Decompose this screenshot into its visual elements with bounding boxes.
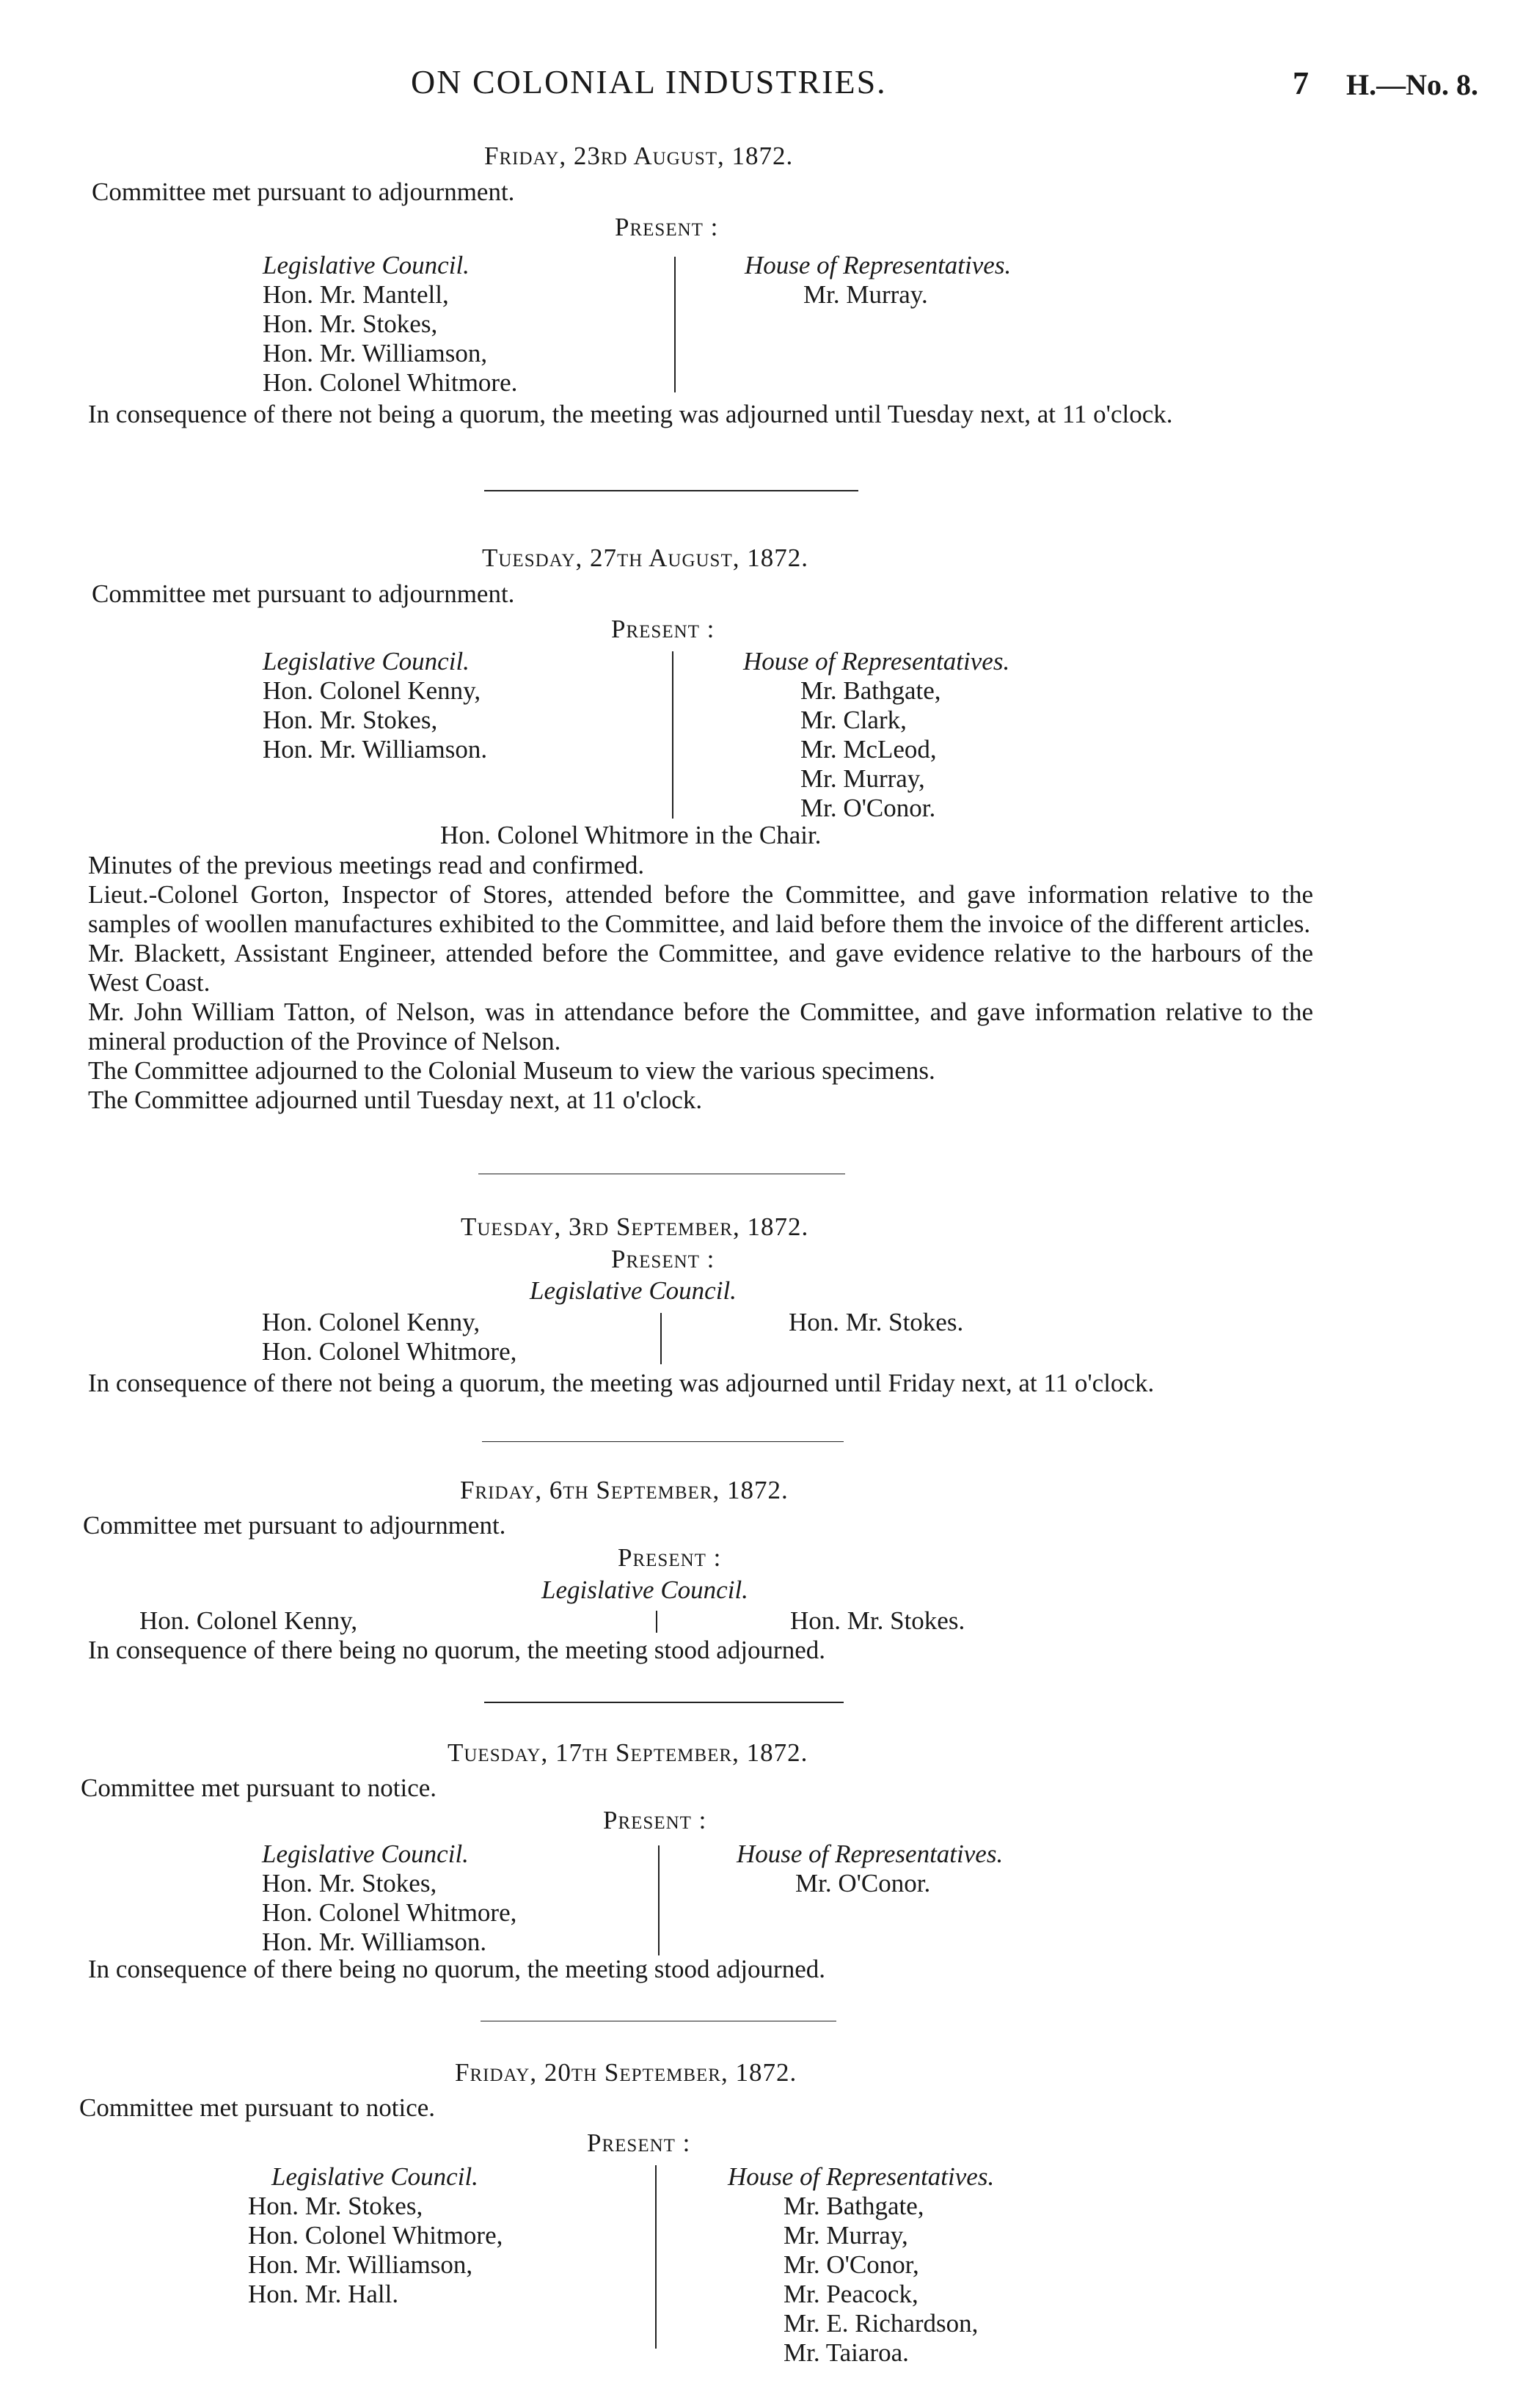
- house-members: [728, 2162, 994, 2368]
- council-members: [263, 251, 517, 398]
- document-reference: H.—No. 8.: [1346, 68, 1478, 101]
- member: Mr. Taiaroa.: [784, 2338, 909, 2367]
- present-label: Present :: [615, 213, 719, 241]
- member: Hon. Colonel Whitmore.: [263, 368, 518, 397]
- member: Mr. Bathgate,: [784, 2192, 924, 2220]
- member: Hon. Mr. Williamson.: [262, 1928, 487, 1956]
- house-heading: House of Representatives.: [728, 2162, 995, 2191]
- chair-note: Hon. Colonel Whitmore in the Chair.: [440, 821, 822, 849]
- house-members: [737, 1840, 1003, 1898]
- present-label: Present :: [587, 2129, 691, 2157]
- present-label: Present :: [603, 1806, 707, 1834]
- council-members: [248, 2162, 503, 2309]
- member: Mr. Murray,: [800, 764, 925, 793]
- meeting-date: Friday, 20th September, 1872.: [455, 2058, 797, 2087]
- council-heading: Legislative Council.: [263, 647, 470, 676]
- meeting-date: Tuesday, 17th September, 1872.: [448, 1738, 808, 1767]
- member: Hon. Mr. Williamson.: [263, 735, 488, 764]
- meeting-minutes: In consequence of there not being a quorum, the meeting was adjourned until Friday next, at 11 o'clock.: [88, 1369, 1155, 1397]
- member: Mr. O'Conor,: [784, 2250, 919, 2279]
- member: Hon. Colonel Kenny,: [139, 1606, 358, 1635]
- member: Hon. Mr. Mantell,: [263, 280, 449, 309]
- member: Hon. Mr. Stokes.: [790, 1606, 965, 1635]
- member: Mr. E. Richardson,: [784, 2309, 979, 2338]
- running-title: ON COLONIAL INDUSTRIES.: [411, 63, 887, 100]
- council-members-right: [789, 1308, 963, 1337]
- council-members-left: [139, 1606, 357, 1636]
- member: Hon. Colonel Whitmore,: [262, 1898, 517, 1927]
- present-label: Present :: [611, 615, 715, 643]
- meeting-minutes: In consequence of there being no quorum, the meeting stood adjourned.: [88, 1636, 825, 1664]
- meeting-opening: Committee met pursuant to notice.: [79, 2093, 436, 2122]
- meeting-opening: Committee met pursuant to adjournment.: [92, 579, 515, 608]
- meeting-date: Tuesday, 3rd September, 1872.: [461, 1212, 809, 1241]
- section-rule: [482, 1441, 844, 1442]
- council-heading: Legislative Council.: [263, 251, 470, 279]
- member: Mr. Bathgate,: [800, 676, 941, 705]
- section-rule: [484, 1702, 844, 1703]
- meeting-date: Friday, 23rd August, 1872.: [484, 142, 794, 170]
- page-number: 7: [1293, 65, 1309, 101]
- member: Mr. O'Conor.: [800, 794, 936, 822]
- member: Hon. Colonel Whitmore,: [262, 1337, 517, 1366]
- column-divider: [655, 2165, 657, 2349]
- member: Hon. Mr. Stokes,: [262, 1869, 437, 1898]
- meeting-opening: Committee met pursuant to adjournment.: [92, 178, 515, 206]
- column-divider: [660, 1313, 662, 1364]
- house-heading: House of Representatives.: [737, 1840, 1004, 1868]
- column-divider: [674, 257, 676, 392]
- member: Hon. Mr. Williamson,: [263, 339, 488, 367]
- column-divider: [672, 651, 673, 819]
- member: Hon. Colonel Kenny,: [263, 676, 481, 705]
- council-heading: Legislative Council.: [530, 1276, 737, 1305]
- section-rule: [484, 490, 858, 491]
- member: Hon. Mr. Williamson,: [248, 2250, 473, 2279]
- member: Mr. Murray,: [784, 2221, 908, 2250]
- member: Mr. Peacock,: [784, 2280, 918, 2308]
- meeting-minutes: In consequence of there being no quorum, the meeting stood adjourned.: [88, 1955, 825, 1983]
- meeting-minutes: Minutes of the previous meetings read and confirmed. Lieut.-Colonel Gorton, Inspector of Stores, attended before the Committee, and gave information relative to the samples of woollen manufactures exhibited to the Committee, and laid before them the invoice of the different articles. Mr. Blackett, Assistant Engineer, attended before the Committee, and gave evidence relative to the harbours of the West Coast. Mr. John William Tatton, of Nelson, was in attendance before the Committee, and gave information relative to the mineral production of the Province of Nelson. The Committee adjourned to the Colonial Museum to view the various specimens. The Committee adjourned until Tuesday next, at 11 o'clock.: [88, 851, 1313, 1114]
- meeting-opening: Committee met pursuant to notice.: [81, 1774, 437, 1802]
- member: Hon. Colonel Whitmore,: [248, 2221, 503, 2250]
- member: Mr. Clark,: [800, 706, 907, 734]
- member: Mr. McLeod,: [800, 735, 937, 764]
- council-heading: Legislative Council.: [541, 1576, 748, 1604]
- house-heading: House of Representatives.: [743, 647, 1010, 676]
- member: Hon. Mr. Stokes,: [263, 706, 438, 734]
- column-divider: [656, 1611, 657, 1633]
- house-heading: House of Representatives.: [745, 251, 1012, 279]
- meeting-opening: Committee met pursuant to adjournment.: [83, 1511, 506, 1540]
- meeting-date: Tuesday, 27th August, 1872.: [482, 544, 808, 572]
- member: Mr. O'Conor.: [795, 1869, 931, 1898]
- council-heading: Legislative Council.: [271, 2162, 478, 2191]
- council-heading: Legislative Council.: [262, 1840, 469, 1868]
- member: Hon. Mr. Stokes.: [789, 1308, 964, 1336]
- meeting-minutes: In consequence of there not being a quorum, the meeting was adjourned until Tuesday next, at 11 o'clock.: [88, 400, 1173, 428]
- member: Mr. Murray.: [803, 280, 928, 309]
- council-members-right: [790, 1606, 965, 1636]
- council-members: [262, 1840, 516, 1957]
- house-members: [743, 647, 1009, 823]
- member: Hon. Mr. Stokes,: [248, 2192, 423, 2220]
- present-label: Present :: [618, 1543, 722, 1572]
- council-members-left: [262, 1308, 516, 1366]
- column-divider: [658, 1845, 660, 1955]
- present-label: Present :: [611, 1245, 715, 1273]
- member: Hon. Mr. Hall.: [248, 2280, 399, 2308]
- member: Hon. Colonel Kenny,: [262, 1308, 481, 1336]
- house-members: [745, 251, 1011, 310]
- member: Hon. Mr. Stokes,: [263, 310, 438, 338]
- meeting-date: Friday, 6th September, 1872.: [460, 1476, 789, 1504]
- council-members: [263, 647, 487, 764]
